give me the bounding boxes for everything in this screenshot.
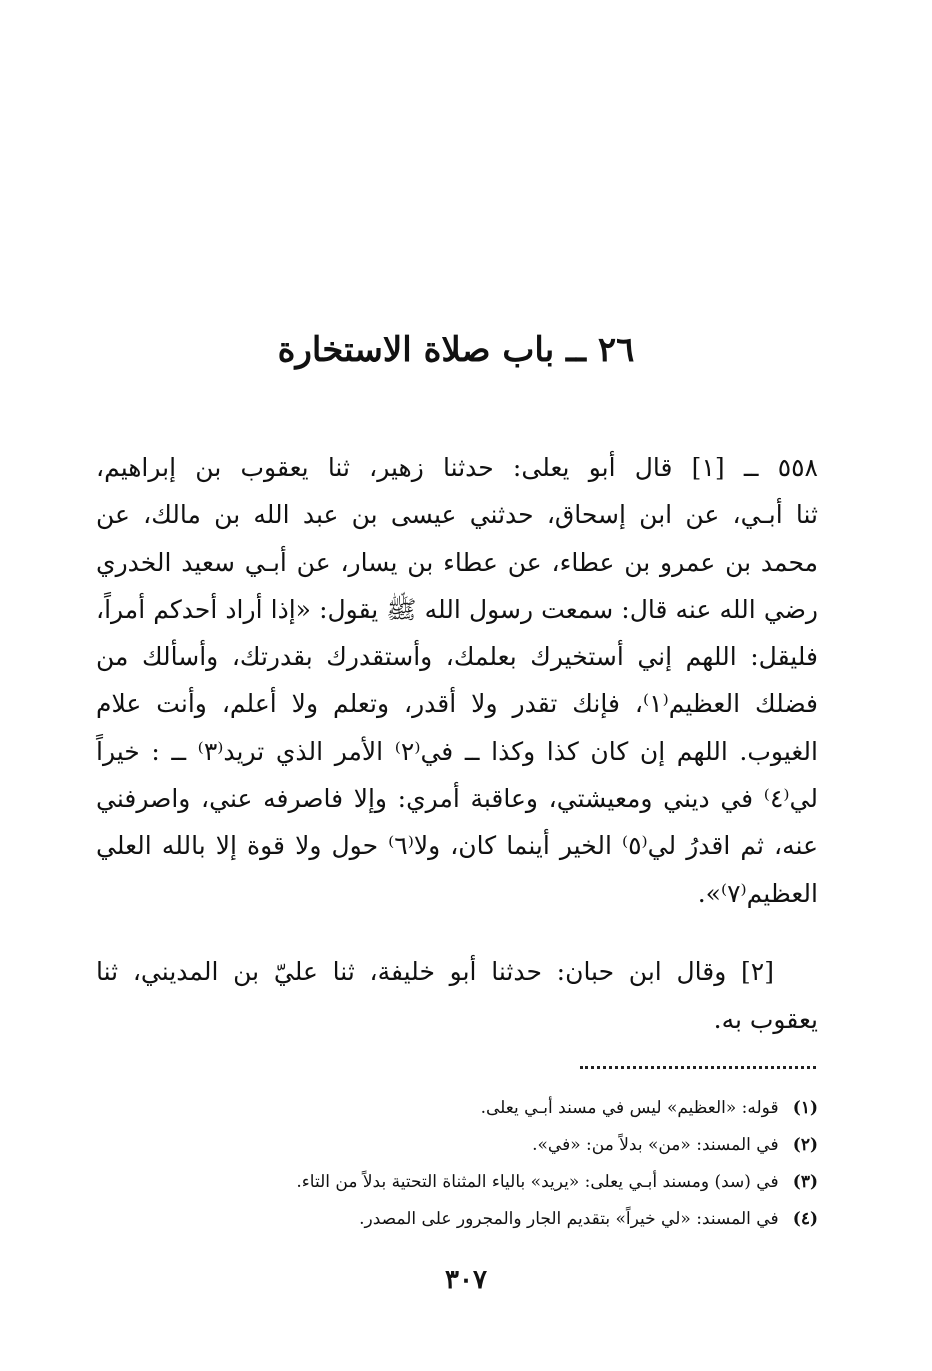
footnote-number: (٢) <box>792 1135 818 1155</box>
footnote-item <box>96 1090 818 1127</box>
hadith-paragraph <box>96 444 818 917</box>
footnote-separator <box>580 1066 816 1069</box>
second-narration-paragraph <box>96 948 818 1044</box>
text-line: فليقل: اللهم إني أستخيرك بعلمك، وأستقدرك بقدرتك، وأسألك من <box>96 642 818 672</box>
text-line: ٥٥٨ ــ [١] قال أبو يعلى: حدثنا زهير، ثنا يعقوب بن إبراهيم، <box>96 453 818 482</box>
footnote-number: (٤) <box>792 1209 818 1229</box>
footnotes-list <box>96 1090 818 1238</box>
page-number: ٣٠٧ <box>445 1265 487 1295</box>
footnote-number: (٣) <box>792 1172 818 1192</box>
text-line: [٢] وقال ابن حبان: حدثنا أبو خليفة، ثنا عليّ بن المديني، ثنا <box>96 957 774 986</box>
text-line: لي⁽٤⁾ في ديني ومعيشتي، وعاقبة أمري: وإلا فاصرفه عني، واصرفني <box>96 784 818 814</box>
text-line: الغيوب. اللهم إن كان كذا وكذا ــ في⁽٢⁾ الأمر الذي تريد⁽٣⁾ ــ : خيراً <box>96 736 818 766</box>
text-line: ثنا أبـي، عن ابن إسحاق، حدثني عيسى بن عبد الله بن مالك، عن <box>96 500 818 530</box>
footnote-item <box>96 1201 818 1238</box>
footnote-item <box>96 1127 818 1164</box>
footnote-text: قوله: «العظيم» ليس في مسند أبـي يعلى. <box>480 1098 779 1118</box>
chapter-title: ٢٦ ــ باب صلاة الاستخارة <box>277 330 635 370</box>
text-line: رضي الله عنه قال: سمعت رسول الله ﷺ يقول: «إذا أراد أحدكم أمراً، <box>96 594 818 624</box>
text-line: عنه، ثم اقدرُ لي⁽٥⁾ الخير أينما كان، ولا⁽٦⁾ حول ولا قوة إلا بالله العلي <box>96 831 818 861</box>
text-line: محمد بن عمرو بن عطاء، عن عطاء بن يسار، عن أبـي سعيد الخدري <box>96 547 818 577</box>
footnote-text: في المسند: «من» بدلاً من: «في». <box>532 1135 779 1155</box>
footnote-item <box>96 1164 818 1201</box>
footnote-number: (١) <box>792 1098 818 1118</box>
footnote-text: في المسند: «لي خيراً» بتقديم الجار والمجرور على المصدر. <box>359 1209 779 1229</box>
text-line: يعقوب به. <box>713 1005 818 1034</box>
text-line: فضلك العظيم⁽١⁾، فإنك تقدر ولا أقدر، وتعلم ولا أعلم، وأنت علام <box>96 689 818 719</box>
footnote-text: في (سد) ومسند أبـي يعلى: «يريد» بالياء المثناة التحتية بدلاً من التاء. <box>296 1172 779 1192</box>
text-line: العظيم⁽٧⁾». <box>697 878 818 908</box>
